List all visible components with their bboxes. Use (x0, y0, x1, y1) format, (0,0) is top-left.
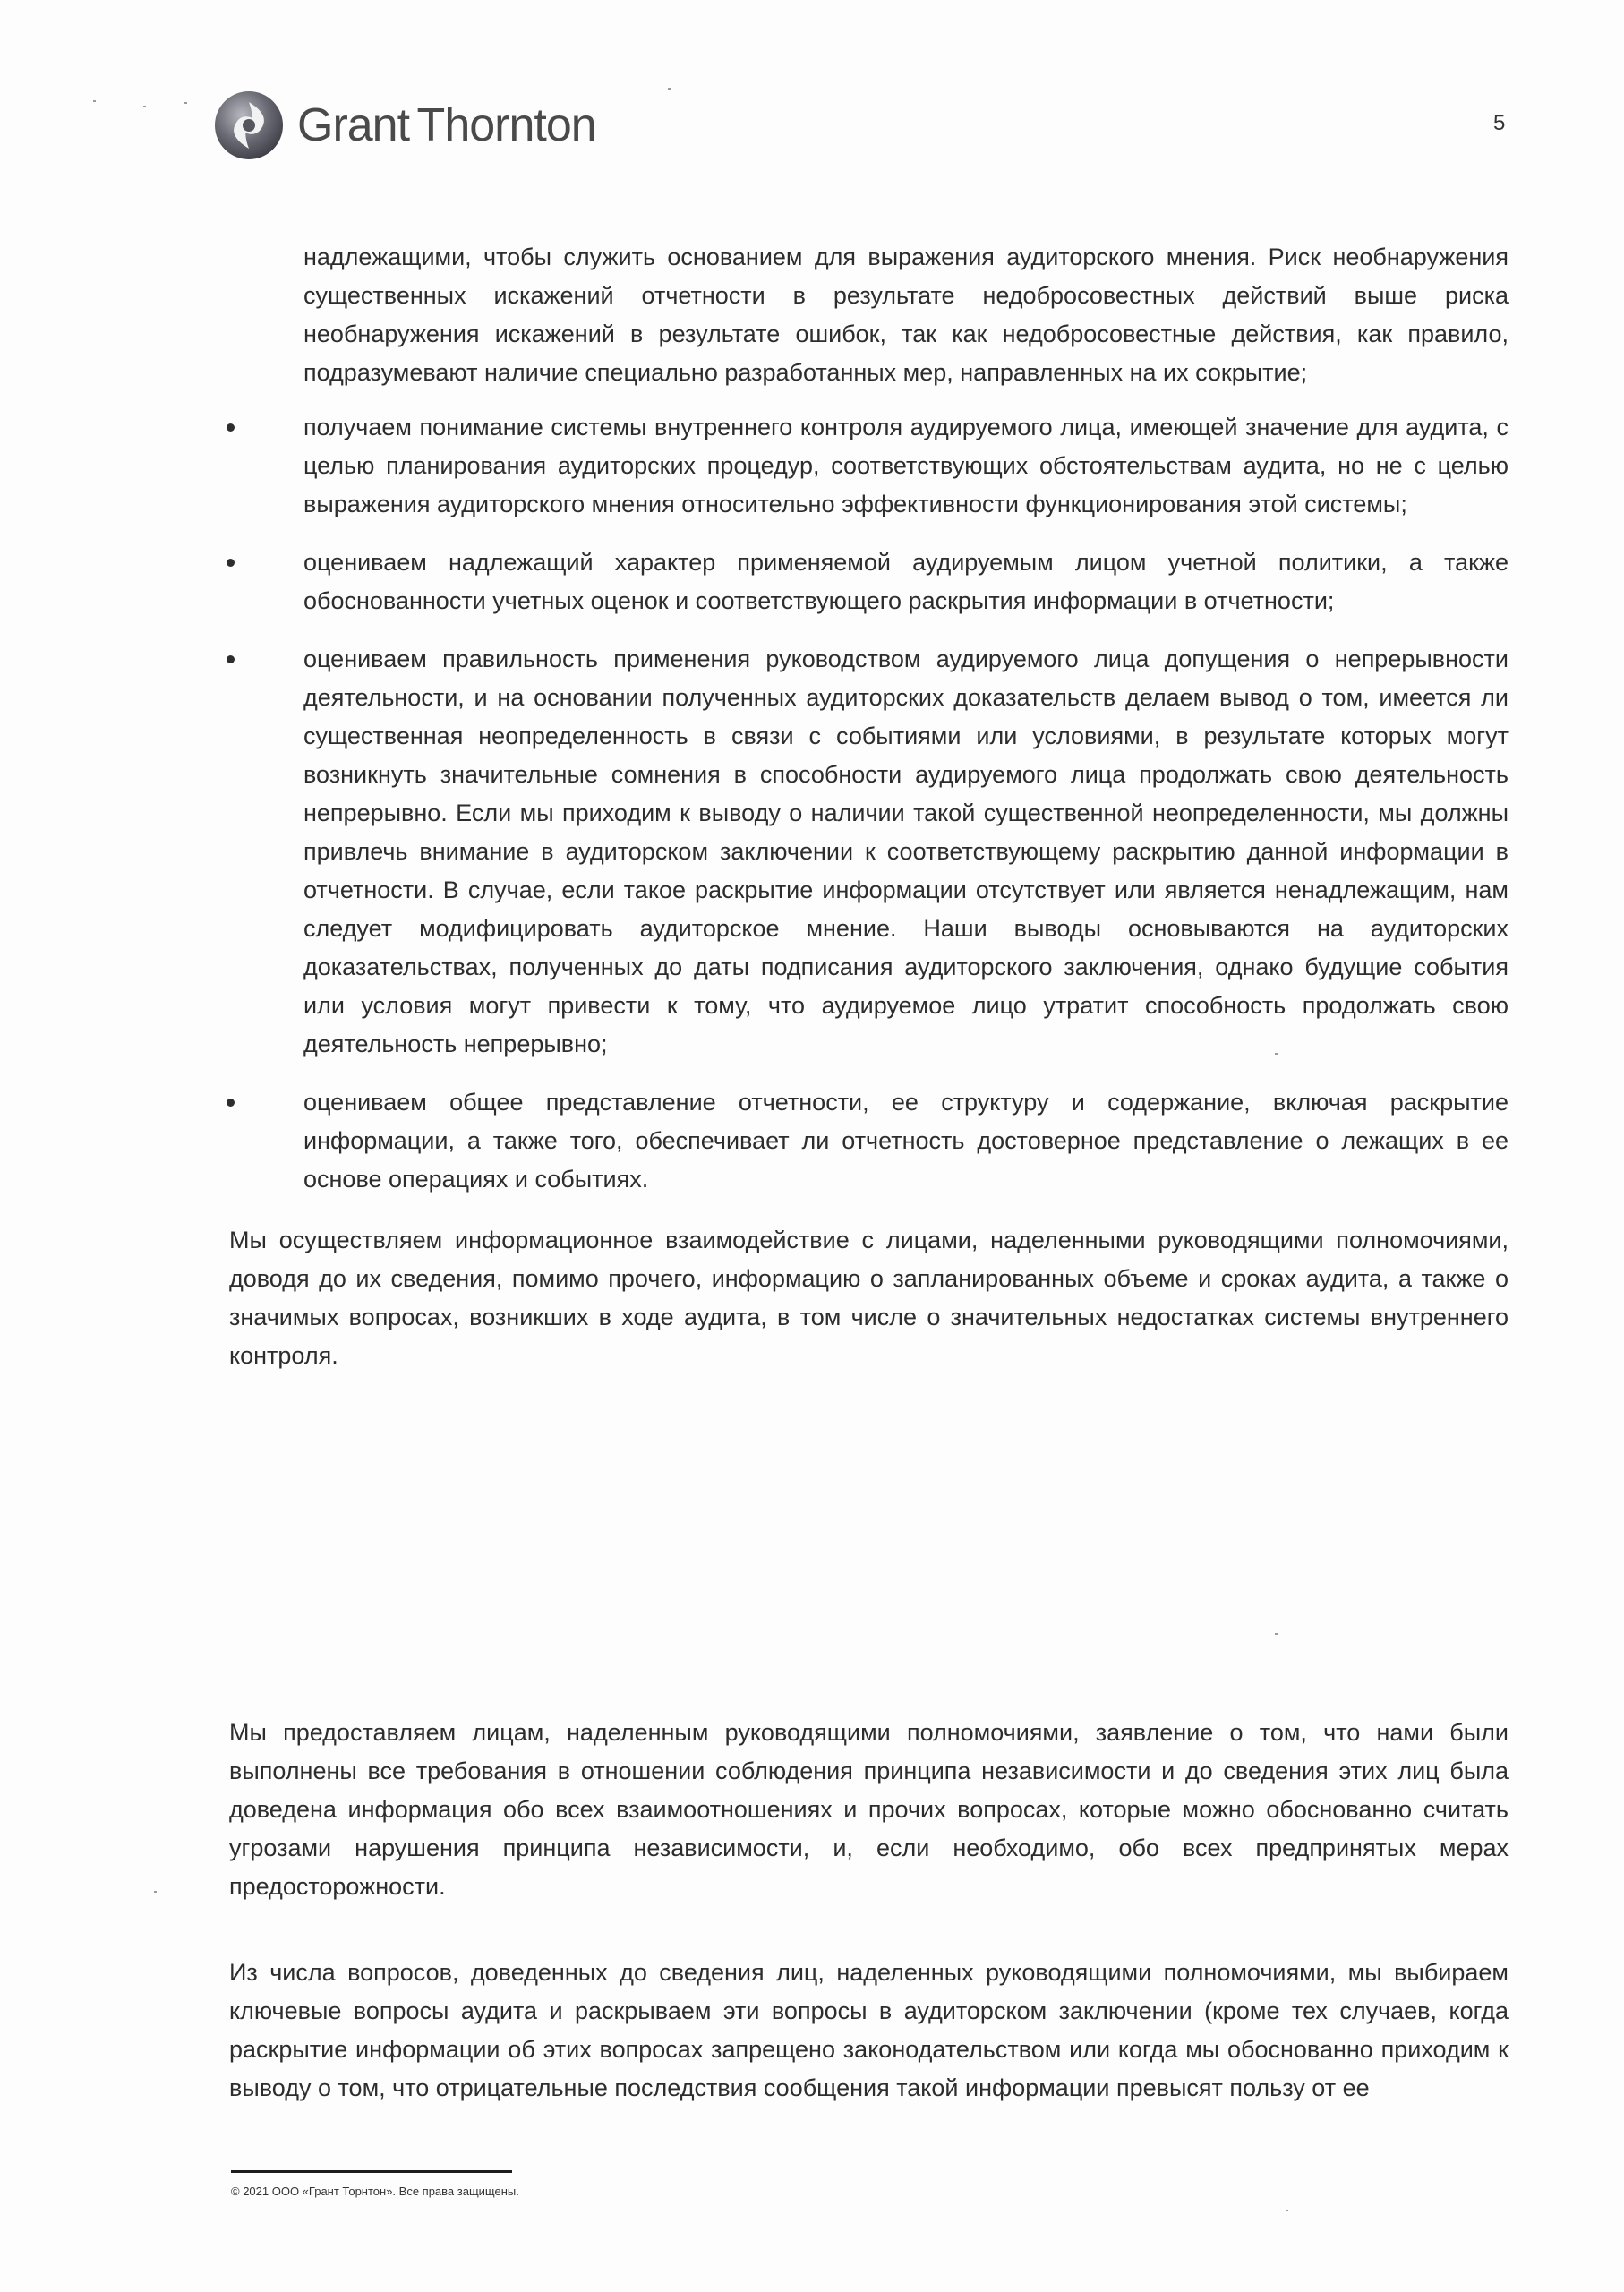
footnote-divider (231, 2170, 512, 2173)
bullet-text: оцениваем правильность применения руководством аудируемого лица допущения о непрерывности деятельности, и на основании полученных аудиторских доказательств делаем вывод о том, имеется ли существенная неопределенность в связи с событиями или условиями, в результате которых могут возникнуть значительные сомнения в способности аудируемого лица продолжать свою деятельность непрерывно. Если мы приходим к выводу о наличии такой существенной неопределенности, мы должны привлечь внимание в аудиторском заключении к соответствующему раскрытию данной информации в отчетности. В случае, если такое раскрытие информации отсутствует или является ненадлежащим, нам следует модифицировать аудиторское мнение. Наши выводы основываются на аудиторских доказательствах, полученных до даты подписания аудиторского заключения, однако будущие события или условия могут привести к тому, что аудируемое лицо утратит способность продолжать свою деятельность непрерывно; (303, 646, 1509, 1057)
bullet-dot-icon (227, 559, 235, 567)
intro-paragraph: надлежащими, чтобы служить основанием для выражения аудиторского мнения. Риск необнаружения существенных искажений отчетности в результате недобросовестных действий выше риска необнаружения искажений в результате ошибок, так как недобросовестные действия, как правило, подразумевают наличие специально разработанных мер, направленных на их сокрытие; (303, 244, 1509, 386)
paragraph-communication: Мы осуществляем информационное взаимодействие с лицами, наделенными руководящими полномочиями, доводя до их сведения, помимо прочего, информацию о запланированных объеме и сроках аудита, а также о значимых вопросах, возникших в ходе аудита, в том числе о значительных недостатках системы внутреннего контроля. (229, 1227, 1509, 1369)
bullet-dot-icon (227, 1099, 235, 1107)
scan-speck (1286, 2210, 1288, 2211)
scan-speck (93, 100, 96, 102)
grant-thornton-logo-icon (213, 90, 285, 161)
bullet-item (221, 408, 1509, 524)
scan-speck (1275, 1053, 1278, 1055)
bullet-item (221, 543, 1509, 620)
paragraph-independence: Мы предоставляем лицам, наделенным руководящими полномочиями, заявление о том, что нами были выполнены все требования в отношении соблюдения принципа независимости и до сведения этих лиц была доведена информация обо всех взаимоотношениях и прочих вопросах, которые можно обоснованно считать угрозами нарушения принципа независимости, и, если необходимо, обо всех предпринятых мерах предосторожности. (229, 1719, 1509, 1900)
bullet-item (221, 640, 1509, 1064)
copyright-footnote: © 2021 ООО «Грант Торнтон». Все права защищены. (231, 2185, 519, 2198)
scan-speck (668, 88, 671, 90)
page-number: 5 (1493, 111, 1506, 135)
company-logo (213, 90, 596, 161)
bullet-text: оцениваем надлежащий характер применяемой аудируемым лицом учетной политики, а также обоснованности учетных оценок и соответствующего раскрытия информации в отчетности; (303, 549, 1509, 614)
bullet-text: оцениваем общее представление отчетности, ее структуру и содержание, включая раскрытие информации, а также того, обеспечивает ли отчетность достоверное представление о лежащих в ее основе операциях и событиях. (303, 1089, 1509, 1193)
scan-speck (184, 102, 187, 104)
paragraph-key-matters: Из числа вопросов, доведенных до сведения лиц, наделенных руководящими полномочиями, мы выбираем ключевые вопросы аудита и раскрываем эти вопросы в аудиторском заключении (кроме тех случаев, когда раскрытие информации об этих вопросах запрещено законодательством или когда мы обоснованно приходим к выводу о том, что отрицательные последствия сообщения такой информации превысят пользу от ее (229, 1959, 1509, 2101)
scan-speck (1275, 1633, 1278, 1635)
scan-speck (143, 106, 146, 107)
bullet-text: получаем понимание системы внутреннего контроля аудируемого лица, имеющей значение для аудита, с целью планирования аудиторских процедур, соответствующих обстоятельствам аудита, но не с целью выражения аудиторского мнения относительно эффективности функционирования этой системы; (303, 414, 1509, 517)
bullet-item (221, 1083, 1509, 1199)
bullet-dot-icon (227, 423, 235, 432)
bullet-list (221, 408, 1509, 1219)
bullet-dot-icon (227, 655, 235, 663)
brand-name: Grant Thornton (297, 99, 596, 151)
scan-speck (154, 1891, 157, 1893)
